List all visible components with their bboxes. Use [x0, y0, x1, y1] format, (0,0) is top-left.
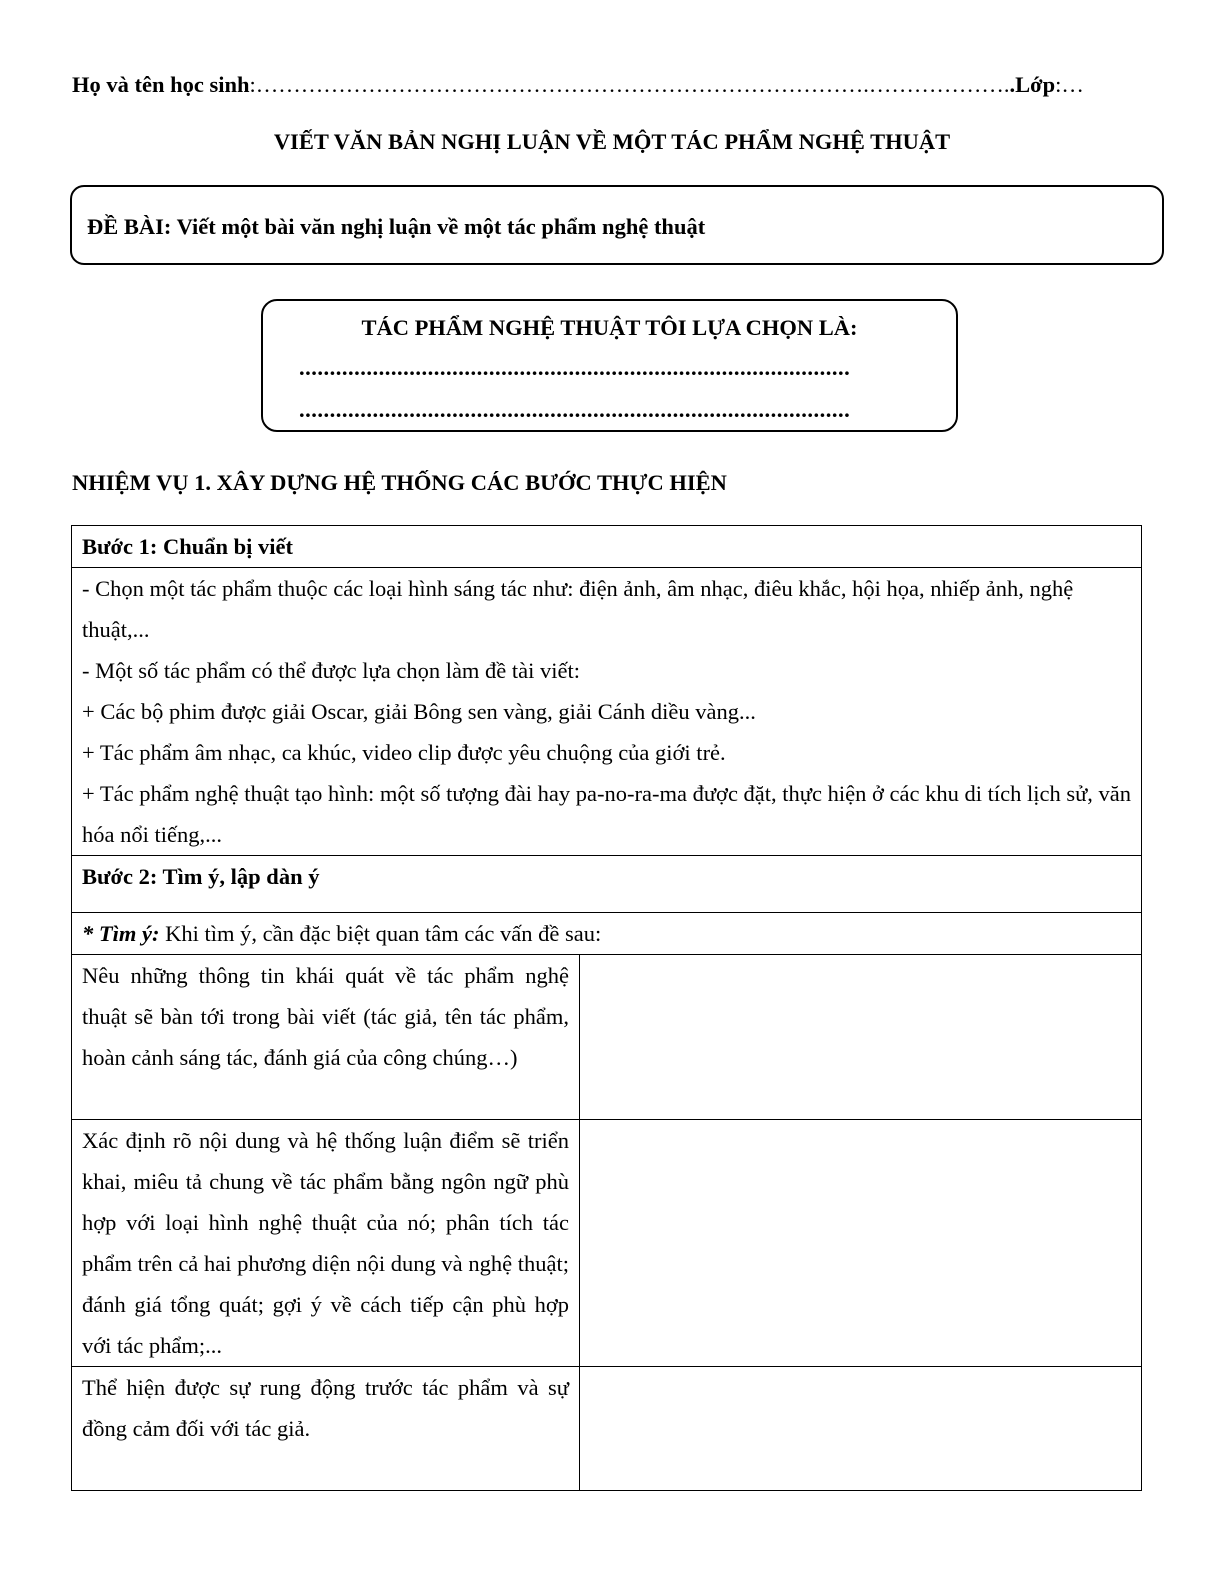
- table-row: [72, 1120, 1142, 1367]
- step1-heading-cell: [72, 526, 1142, 568]
- class-label: .Lớp: [1009, 72, 1056, 97]
- table-row: [72, 955, 1142, 1120]
- table-row: [72, 568, 1142, 856]
- class-blank[interactable]: :…: [1055, 72, 1084, 97]
- find-ideas-label: * Tìm ý:: [82, 921, 160, 946]
- idea-prompt-cell: Xác định rõ nội dung và hệ thống luận điểm sẽ triển khai, miêu tả chung về tác phẩm bằng ngôn ngữ phù hợp với loại hình nghệ thuật của nó; phân tích tác phẩm trên cả hai phương diện nội dung và nghệ thuật; đánh giá tổng quát; gợi ý về cách tiếp cận phù hợp với tác phẩm;...: [72, 1120, 580, 1367]
- table-row: [72, 856, 1142, 913]
- step1-content-cell: [72, 568, 1142, 856]
- name-blank[interactable]: :……………………………………………………………………….……………….: [249, 72, 1010, 97]
- name-label: Họ và tên học sinh: [72, 72, 250, 97]
- find-ideas-cell: [72, 913, 1142, 955]
- answer-cell[interactable]: [580, 1120, 1142, 1367]
- prompt-box: [70, 185, 1164, 265]
- table-row: [72, 913, 1142, 955]
- steps-table: [71, 525, 1142, 1491]
- prompt-text: [87, 214, 705, 240]
- idea-prompt-cell: Nêu những thông tin khái quát về tác phẩm nghệ thuật sẽ bàn tới trong bài viết (tác giả, tên tác phẩm, hoàn cảnh sáng tác, đánh giá của công chúng…): [72, 955, 580, 1120]
- choice-blank-line-1[interactable]: ..........................................................................................: [299, 355, 851, 380]
- step1-line: + Tác phẩm nghệ thuật tạo hình: một số tượng đài hay pa-no-ra-ma được đặt, thực hiện ở các khu di tích lịch sử, văn hóa nổi tiếng,...: [82, 781, 1132, 847]
- artwork-choice-box: [261, 299, 958, 432]
- table-row: [72, 526, 1142, 568]
- step1-line: - Chọn một tác phẩm thuộc các loại hình sáng tác như: điện ảnh, âm nhạc, điêu khắc, hội họa, nhiếp ảnh, nghệ thuật,...: [82, 576, 1074, 642]
- idea-prompt-cell: Thể hiện được sự rung động trước tác phẩm và sự đồng cảm đối với tác giả.: [72, 1367, 580, 1491]
- step1-line: + Tác phẩm âm nhạc, ca khúc, video clip được yêu chuộng của giới trẻ.: [82, 740, 726, 765]
- prompt-label: ĐỀ BÀI: [87, 214, 164, 239]
- table-row: [72, 1367, 1142, 1491]
- choice-blank-line-2[interactable]: ..........................................................................................: [299, 397, 851, 422]
- step2-heading-cell: [72, 856, 1142, 913]
- choice-title: TÁC PHẨM NGHỆ THUẬT TÔI LỰA CHỌN LÀ:: [361, 315, 858, 340]
- answer-cell[interactable]: [580, 1367, 1142, 1491]
- task-heading: NHIỆM VỤ 1. XÂY DỰNG HỆ THỐNG CÁC BƯỚC THỰC HIỆN: [72, 470, 727, 495]
- document-title: VIẾT VĂN BẢN NGHỊ LUẬN VỀ MỘT TÁC PHẨM NGHỆ THUẬT: [273, 129, 951, 154]
- step1-heading: Bước 1: Chuẩn bị viết: [82, 534, 293, 559]
- step1-line: + Các bộ phim được giải Oscar, giải Bông sen vàng, giải Cánh diều vàng...: [82, 699, 756, 724]
- step2-heading: Bước 2: Tìm ý, lập dàn ý: [82, 864, 320, 889]
- find-ideas-text: Khi tìm ý, cần đặc biệt quan tâm các vấn đề sau:: [159, 921, 602, 946]
- prompt-body: : Viết một bài văn nghị luận về một tác phẩm nghệ thuật: [163, 214, 706, 239]
- answer-cell[interactable]: [580, 955, 1142, 1120]
- student-info-line: [72, 72, 1152, 98]
- step1-line: - Một số tác phẩm có thể được lựa chọn làm đề tài viết:: [82, 658, 581, 683]
